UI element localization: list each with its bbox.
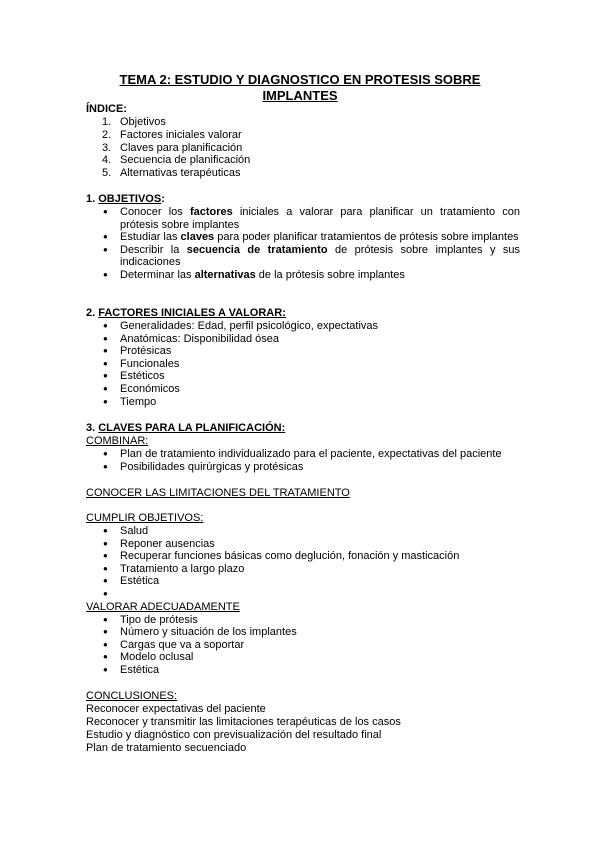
item-bold: claves — [180, 231, 215, 244]
index-heading: ÍNDICE: — [86, 103, 127, 115]
index-item-text: Secuencia de planificación — [120, 154, 251, 167]
list-item: ● Tratamiento a largo plazo — [86, 563, 520, 576]
item-bold: factores — [189, 206, 233, 218]
conclusion-line: Reconocer expectativas del paciente — [86, 703, 266, 715]
section-title: CLAVES PARA LA PLANIFICACIÓN: — [98, 422, 286, 434]
combinar-list — [86, 448, 520, 473]
index-item — [86, 116, 520, 129]
item-text: iniciales a valorar para planificar un tratamiento con prótesis sobre implantes — [120, 206, 520, 231]
list-item: ● Tipo de prótesis — [86, 614, 520, 627]
index-item-text: Alternativas terapéuticas — [120, 167, 241, 180]
index-item-number: 5. — [102, 167, 112, 180]
index-item — [86, 154, 520, 167]
list-item: ● Generalidades: Edad, perfil psicológico, expectativas — [86, 320, 520, 333]
list-item: ● Protésicas — [86, 345, 520, 358]
claves-section — [86, 422, 520, 473]
title-line-1: TEMA 2: ESTUDIO Y DIAGNOSTICO EN PROTESIS SOBRE — [119, 72, 481, 87]
objetivos-list — [86, 206, 520, 282]
index-item — [86, 129, 520, 142]
document-title — [80, 72, 520, 104]
list-item: ● Salud — [86, 525, 520, 538]
list-item — [86, 269, 520, 282]
item-text: Describir la — [120, 243, 187, 256]
section-number: 2. — [86, 307, 99, 319]
objetivos-heading — [86, 193, 520, 206]
list-item: ● Económicos — [86, 383, 520, 396]
index-item-text: Claves para planificación — [120, 141, 243, 154]
list-item: ● Reponer ausencias — [86, 538, 520, 551]
index-item-text: Objetivos — [120, 116, 166, 128]
list-item: ● Tiempo — [86, 396, 520, 409]
index-item-number: 1. — [102, 116, 112, 128]
conclusion-line: Reconocer y transmitir las limitaciones terapéuticas de los casos — [86, 716, 401, 728]
item-text: de prótesis sobre implantes y sus indicaciones — [120, 243, 520, 269]
item-text: para poder planificar tratamientos de prótesis sobre implantes — [214, 231, 519, 244]
list-item: ● Recuperar funciones básicas como deglución, fonación y masticación — [86, 550, 520, 563]
list-item — [86, 244, 520, 269]
combinar-label: COMBINAR: — [86, 435, 149, 447]
item-text: Estudiar las — [120, 231, 181, 244]
factores-section — [86, 307, 520, 408]
valorar-list — [86, 614, 520, 677]
item-text: Conocer los — [120, 206, 190, 218]
list-item: ● Modelo oclusal — [86, 651, 520, 664]
item-bold: alternativas — [194, 268, 256, 281]
index-section — [86, 103, 520, 180]
list-item — [86, 231, 520, 244]
list-item — [86, 588, 520, 601]
objetivos-section — [86, 193, 520, 282]
cumplir-label: CUMPLIR OBJETIVOS: — [86, 512, 204, 524]
conocer-limitaciones: CONOCER LAS LIMITACIONES DEL TRATAMIENTO — [86, 487, 350, 499]
item-bold: secuencia de tratamiento — [186, 243, 328, 256]
index-item — [86, 167, 520, 180]
index-item-text: Factores iniciales valorar — [120, 128, 242, 141]
conclusion-line: Plan de tratamiento secuenciado — [86, 742, 247, 754]
cumplir-section — [86, 512, 520, 677]
index-list — [86, 116, 520, 180]
list-item: ● Anatómicas: Disponibilidad ósea — [86, 333, 520, 346]
factores-list — [86, 320, 520, 408]
conclusiones-section — [86, 690, 520, 755]
valorar-label: VALORAR ADECUADAMENTE — [86, 600, 240, 613]
list-item: ● Estética — [86, 664, 520, 677]
factores-heading — [86, 307, 520, 320]
list-item: ● Cargas que va a soportar — [86, 639, 520, 652]
item-text: Determinar las — [120, 268, 195, 281]
conclusiones-label: CONCLUSIONES: — [86, 690, 178, 702]
section-title: OBJETIVOS — [98, 193, 162, 205]
conclusion-line: Estudio y diagnóstico con previsualización del resultado final — [86, 729, 382, 741]
section-number: 1. — [86, 193, 99, 205]
item-text: de la prótesis sobre implantes — [255, 268, 405, 281]
index-item — [86, 142, 520, 155]
list-item: ● Plan de tratamiento individualizado para el paciente, expectativas del paciente — [86, 448, 520, 461]
index-item-number: 4. — [102, 154, 112, 167]
list-item: ● Estética — [86, 575, 520, 588]
title-line-2: IMPLANTES — [262, 88, 338, 103]
claves-heading — [86, 422, 520, 435]
section-title: FACTORES INICIALES A VALORAR: — [98, 307, 286, 319]
cumplir-list — [86, 525, 520, 601]
section-number: 3. — [86, 422, 99, 434]
list-item: ● Posibilidades quirúrgicas y protésicas — [86, 461, 520, 474]
section-colon: : — [161, 193, 165, 205]
list-item: ● Estéticos — [86, 370, 520, 383]
list-item: ● Número y situación de los implantes — [86, 626, 520, 639]
list-item — [86, 206, 520, 231]
index-item-number: 3. — [102, 141, 112, 154]
index-item-number: 2. — [102, 128, 112, 141]
list-item: ● Funcionales — [86, 358, 520, 371]
